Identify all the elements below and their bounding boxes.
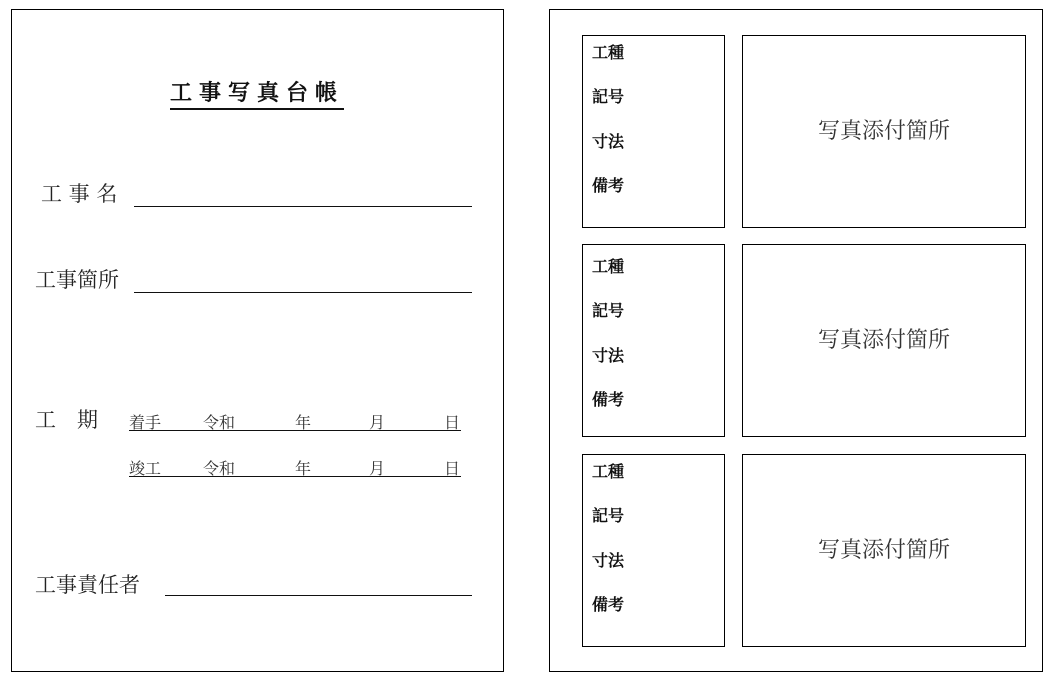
manager-label: 工事責任者 <box>35 573 140 597</box>
document-title: 工事写真台帳 <box>170 80 344 110</box>
project-name-field[interactable] <box>134 206 472 207</box>
work-type-label: 工種 <box>592 462 625 481</box>
work-type-label: 工種 <box>592 43 625 62</box>
project-location-label: 工事箇所 <box>35 268 119 292</box>
photo-placeholder-text: 写真添付箇所 <box>817 538 950 563</box>
period-end-year: 年 <box>295 459 312 478</box>
photo-sheet <box>549 9 1043 672</box>
period-end-row[interactable] <box>129 454 461 477</box>
symbol-label: 記号 <box>592 301 625 320</box>
period-end-era: 令和 <box>203 459 236 478</box>
project-location-field[interactable] <box>134 292 472 293</box>
remarks-label: 備考 <box>592 595 625 614</box>
photo-info-box-2 <box>582 244 725 437</box>
period-label: 工 期 <box>35 408 98 432</box>
project-name-label: 工 事 名 <box>41 182 118 206</box>
period-end-month: 月 <box>369 459 386 478</box>
dimension-label: 寸法 <box>592 346 625 365</box>
symbol-label: 記号 <box>592 506 625 525</box>
manager-field[interactable] <box>165 595 472 596</box>
photo-info-box-3 <box>582 454 725 647</box>
dimension-label: 寸法 <box>592 132 625 151</box>
period-start-month: 月 <box>369 413 386 432</box>
period-start-day: 日 <box>444 413 461 432</box>
period-start-era: 令和 <box>203 413 236 432</box>
dimension-label: 寸法 <box>592 551 625 570</box>
period-start-label: 着手 <box>129 413 162 432</box>
symbol-label: 記号 <box>592 87 625 106</box>
remarks-label: 備考 <box>592 390 625 409</box>
period-start-row[interactable] <box>129 408 461 431</box>
remarks-label: 備考 <box>592 176 625 195</box>
period-end-day: 日 <box>444 459 461 478</box>
photo-info-box-1 <box>582 35 725 228</box>
work-type-label: 工種 <box>592 257 625 276</box>
period-start-year: 年 <box>295 413 312 432</box>
photo-slot-3[interactable] <box>742 454 1026 647</box>
period-end-label: 竣工 <box>129 459 162 478</box>
photo-slot-2[interactable] <box>742 244 1026 437</box>
photo-placeholder-text: 写真添付箇所 <box>817 119 950 144</box>
photo-placeholder-text: 写真添付箇所 <box>817 328 950 353</box>
photo-slot-1[interactable] <box>742 35 1026 228</box>
cover-page <box>11 9 504 672</box>
